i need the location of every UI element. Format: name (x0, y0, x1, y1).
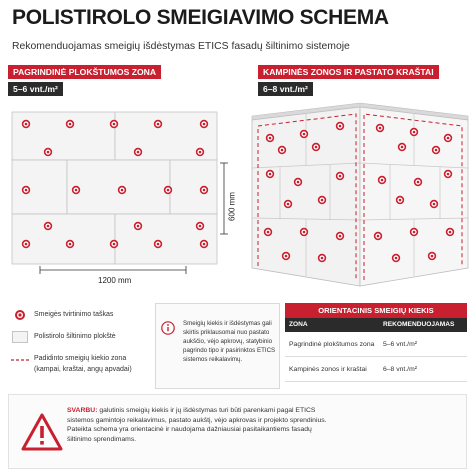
legend-zone-label: Padidinto smeigių kiekio zona (34, 355, 127, 362)
anchor-point-icon (392, 254, 400, 262)
warning-text: SVARBU: galutinis smeigių kiekis ir jų išdėstymas turi būti parenkami pagal ETICS sistemos gamintojo reikalavimus, pastato aukštį, vėjo apkrovas ir projekto sprendinius. Pateikta schema yra orientacinė ir naudojama dažniausiai pasitaikantiems fasadų šiltinimo sprendimams. (67, 407, 327, 443)
info-note (155, 303, 280, 389)
anchor-point-icon (318, 254, 326, 262)
table-cell-zone: Kampinės zonos ir kraštai (289, 366, 367, 373)
anchor-point-icon (444, 170, 452, 178)
warning-triangle-icon (21, 413, 63, 451)
left-panel-title: PAGRINDINĖ PLOKŠTUMOS ZONA (8, 65, 161, 79)
anchor-point-icon (336, 172, 344, 180)
board-swatch-icon (12, 331, 28, 343)
anchor-point-icon (300, 228, 308, 236)
width-dimension-label: 1200 mm (98, 276, 132, 285)
table-row (285, 332, 467, 357)
anchor-point-icon (410, 228, 418, 236)
page-subtitle: Rekomenduojamas smeigių išdėstymas ETICS fasadų šiltinimo sistemoje (12, 41, 350, 52)
quantity-table (285, 303, 467, 382)
legend-anchor-label: Smeigės tvirtinimo taškas (34, 311, 114, 318)
anchor-point-icon (264, 228, 272, 236)
table-cell-amount: 6–8 vnt./m² (383, 366, 417, 373)
anchor-point-icon (432, 146, 440, 154)
anchor-point-icon (414, 178, 422, 186)
anchor-point-icon (398, 143, 406, 151)
left-panel-density: 5–6 vnt./m² (8, 82, 63, 96)
info-icon (161, 321, 175, 335)
anchor-point-icon (444, 134, 452, 142)
info-note-text: Smeigių kiekis ir išdėstymas gali skirtis priklausomai nuo pastato aukščio, vėjo apkrovų, statybinio pagrindo tipo ir pasirinktos ETICS sistemos reikalavimų. (183, 320, 276, 363)
anchor-point-icon (266, 134, 274, 142)
anchor-point-icon (284, 200, 292, 208)
dashed-line-icon (11, 358, 29, 362)
anchor-point-icon (318, 196, 326, 204)
anchor-point-icon (336, 232, 344, 240)
table-cell-amount: 5–6 vnt./m² (383, 341, 417, 348)
anchor-point-icon (300, 130, 308, 138)
anchor-point-icon (14, 309, 26, 321)
anchor-point-icon (410, 128, 418, 136)
anchor-point-icon (282, 252, 290, 260)
col-zone-header: ZONA (289, 321, 308, 328)
page-title: POLISTIROLO SMEIGIAVIMO SCHEMA (12, 6, 389, 29)
anchor-point-icon (312, 143, 320, 151)
anchor-point-icon (278, 146, 286, 154)
right-panel-density: 6–8 vnt./m² (258, 82, 313, 96)
table-title: ORIENTACINIS SMEIGIŲ KIEKIS (285, 303, 467, 318)
anchor-point-icon (374, 232, 382, 240)
anchor-point-icon (430, 200, 438, 208)
legend-zone-sublabel: (kampai, kraštai, angų apvadai) (34, 366, 132, 373)
table-cell-zone: Pagrindinė plokštumos zona (289, 341, 375, 348)
right-panel-title: KAMPINĖS ZONOS IR PASTATO KRAŠTAI (258, 65, 439, 79)
legend-board-label: Polistirolo šiltinimo plokštė (34, 333, 116, 340)
legend (8, 303, 150, 389)
anchor-point-icon (446, 228, 454, 236)
anchor-point-icon (336, 122, 344, 130)
col-amount-header: REKOMENDUOJAMAS KIEKIS (383, 321, 455, 342)
table-header-row (285, 318, 467, 342)
height-dimension-label: 600 mm (227, 192, 237, 221)
anchor-point-icon (266, 170, 274, 178)
anchor-point-icon (376, 124, 384, 132)
warning-box (8, 394, 467, 469)
warning-label: SVARBU: (67, 407, 98, 414)
anchor-point-icon (378, 176, 386, 184)
anchor-point-icon (428, 252, 436, 260)
table-row (285, 357, 467, 382)
anchor-point-icon (396, 196, 404, 204)
anchor-point-icon (294, 178, 302, 186)
